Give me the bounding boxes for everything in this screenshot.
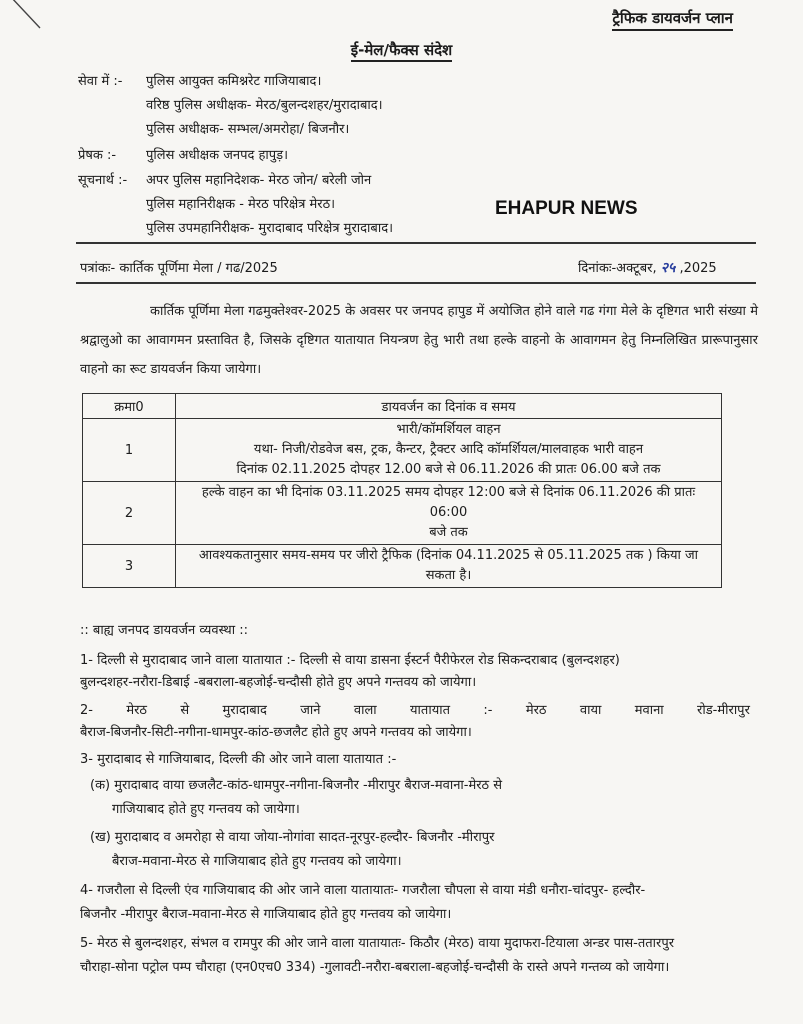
- info-line-3: पुलिस उपमहानिरीक्षक- मुरादाबाद परिक्षेत्र मुरादाबाद।: [146, 221, 394, 236]
- info-line-1: अपर पुलिस महानिदेशक- मेरठ जोन/ बरेली जोन: [146, 173, 372, 188]
- point-5-line-2: चौराहा-सोना पट्रोल पम्प चौराहा (एन0एच0 334) -गुलावटी-नरौरा-बबराला-बहजोई-चन्दौसी के रास्ते अपने गन्तव्य को जायेगा।: [80, 960, 670, 975]
- diversion-table: [82, 393, 722, 588]
- row-3-num: 3: [83, 545, 176, 588]
- point-2-word: यातायात: [410, 703, 451, 718]
- plan-title: ट्रैफिक डायवर्जन प्लान: [612, 8, 733, 31]
- point-3b-line-2: बैराज-मवाना-मेरठ से गाजियाबाद होते हुए गन्तवय को जायेगा।: [112, 854, 402, 869]
- row-2-line-1: हल्के वाहन का भी दिनांक 03.11.2025 समय दोपहर 12:00 बजे से दिनांक 06.11.2026 की प्रातः 06:00: [201, 485, 696, 520]
- point-3-heading: 3- मुरादाबाद से गाजियाबाद, दिल्ली की ओर जाने वाला यातायात :-: [80, 752, 397, 767]
- letter-date: [578, 258, 717, 277]
- row-3-line-1: आवश्यकतानुसार समय-समय पर जीरो ट्रैफिक (दिनांक 04.11.2025 से 05.11.2025 तक ) किया जा: [198, 548, 699, 563]
- point-2-word: मेरठ: [525, 703, 547, 718]
- point-2-word: वाया: [579, 703, 602, 718]
- row-3-line-2: सकता है।: [425, 568, 472, 583]
- subject-text: ई-मेल/फैक्स संदेश: [351, 41, 453, 62]
- to-line-2: वरिष्ठ पुलिस अधीक्षक- मेरठ/बुलन्दशहर/मुरादाबाद।: [146, 98, 383, 113]
- row-2-line-2: बजे तक: [429, 525, 468, 540]
- point-2-word: मुरादाबाद: [222, 703, 267, 718]
- point-4-line-1: 4- गजरौला से दिल्ली एंव गाजियाबाद की ओर जाने वाला यातायातः- गजरौला चौपला से वाया मंडी धनौरा-चांदपुर- हल्दौर-: [80, 883, 646, 898]
- point-4-line-2: बिजनौर -मीरापुर बैराज-मवाना-मेरठ से गाजियाबाद होते हुए गन्तवय को जायेगा।: [80, 907, 452, 922]
- header-serial: क्रमा0: [83, 394, 176, 419]
- row-1-line-3: दिनांक 02.11.2025 दोपहर 12.00 बजे से 06.11.2026 की प्रातः 06.00 बजे तक: [236, 462, 661, 477]
- date-suffix: ,2025: [679, 261, 717, 276]
- external-diversion-heading: :: बाह्य जनपद डायवर्जन व्यवस्था ::: [80, 623, 248, 638]
- point-2-word: रोड-मीरापुर: [697, 703, 750, 718]
- row-1-text: [176, 419, 722, 482]
- row-2-num: 2: [83, 482, 176, 545]
- from-label: प्रेषक :-: [78, 148, 117, 163]
- date-prefix: दिनांकः-अक्टूबर,: [578, 261, 657, 276]
- table-header-row: [83, 394, 722, 419]
- table-row: [83, 545, 722, 588]
- point-1-line-2: बुलन्दशहर-नरौरा-डिबाई -बबराला-बहजोई-चन्दौसी होते हुए अपने गन्तवय को जायेगा।: [80, 675, 477, 690]
- table-row: [83, 419, 722, 482]
- header-date-time: डायवर्जन का दिनांक व समय: [176, 394, 722, 419]
- intro-paragraph: कार्तिक पूर्णिमा मेला गढमुक्तेश्वर-2025 के अवसर पर जनपद हापुड में अयोजित होने वाले गढ गंगा मेले के दृष्टिगत भारी संख्या मे श्रद्वालुओ का आवागमन प्रस्तावित है, जिसके दृष्टिगत यातायात नियन्त्रण हेतु भारी तथा हल्के वाहनो के आवागमन हेतु निम्नलिखित प्रारूपानुसार वाहनो का रूट डायवर्जन किया जायेगा।: [80, 304, 758, 377]
- letter-number: पत्रांकः- कार्तिक पूर्णिमा मेला / गढ/2025: [80, 261, 278, 276]
- point-2-word: से: [180, 703, 190, 718]
- subject-line: [0, 40, 803, 60]
- point-2-word: :-: [483, 703, 493, 718]
- point-1-line-1: 1- दिल्ली से मुरादाबाद जाने वाला यातायात :- दिल्ली से वाया डासना ईस्टर्न पैरीफेरल रोड सिकन्दराबाद (बुलन्दशहर): [80, 653, 620, 668]
- divider-bottom: [76, 282, 756, 284]
- row-1-num: 1: [83, 419, 176, 482]
- pen-stroke-mark: [6, 0, 46, 34]
- point-2-word: 2-: [80, 703, 93, 718]
- to-line-3: पुलिस अधीक्षक- सम्भल/अमरोहा/ बिजनौर।: [146, 122, 350, 137]
- to-label: सेवा में :-: [78, 74, 123, 89]
- row-3-text: [176, 545, 722, 588]
- row-1-line-1: भारी/कॉमर्शियल वाहन: [396, 422, 501, 437]
- point-2-line-2: बैराज-बिजनौर-सिटी-नगीना-धामपुर-कांठ-छजलैट होते हुए अपने गन्तवय को जायेगा।: [80, 725, 472, 740]
- table-row: [83, 482, 722, 545]
- info-label: सूचनार्थ :-: [78, 173, 128, 188]
- date-handwritten-day: २५: [660, 260, 676, 276]
- point-3b-line-1: (ख) मुरादाबाद व अमरोहा से वाया जोया-नोगांवा सादत-नूरपुर-हल्दौर- बिजनौर -मीरापुर: [90, 830, 495, 845]
- point-3a-line-2: गाजियाबाद होते हुए गन्तवय को जायेगा।: [112, 802, 300, 817]
- point-3a-line-1: (क) मुरादाबाद वाया छजलैट-कांठ-धामपुर-नगीना-बिजनौर -मीरापुर बैराज-मवाना-मेरठ से: [90, 778, 503, 793]
- point-2-line-1: [80, 700, 750, 722]
- divider-top: [76, 242, 756, 244]
- point-2-word: मेरठ: [126, 703, 147, 718]
- point-2-word: जाने: [300, 703, 321, 718]
- watermark-text: EHAPUR NEWS: [495, 198, 638, 219]
- row-2-text: [176, 482, 722, 545]
- point-2-word: मवाना: [634, 703, 664, 718]
- info-line-2: पुलिस महानिरीक्षक - मेरठ परिक्षेत्र मेरठ।: [146, 197, 336, 212]
- point-5-line-1: 5- मेरठ से बुलन्दशहर, संभल व रामपुर की ओर जाने वाला यातायातः- किठौर (मेरठ) वाया मुदाफरा-टियाला अन्डर पास-ततारपुर: [80, 936, 675, 951]
- row-1-line-2: यथा- निजी/रोडवेज बस, ट्रक, कैन्टर, ट्रैक्टर आदि कॉमर्शियल/मालवाहक भारी वाहन: [253, 442, 644, 457]
- to-line-1: पुलिस आयुक्त कमिश्नरेट गाजियाबाद।: [146, 74, 322, 89]
- point-2-word: वाला: [353, 703, 377, 718]
- from-line: पुलिस अधीक्षक जनपद हापुड़।: [146, 148, 289, 163]
